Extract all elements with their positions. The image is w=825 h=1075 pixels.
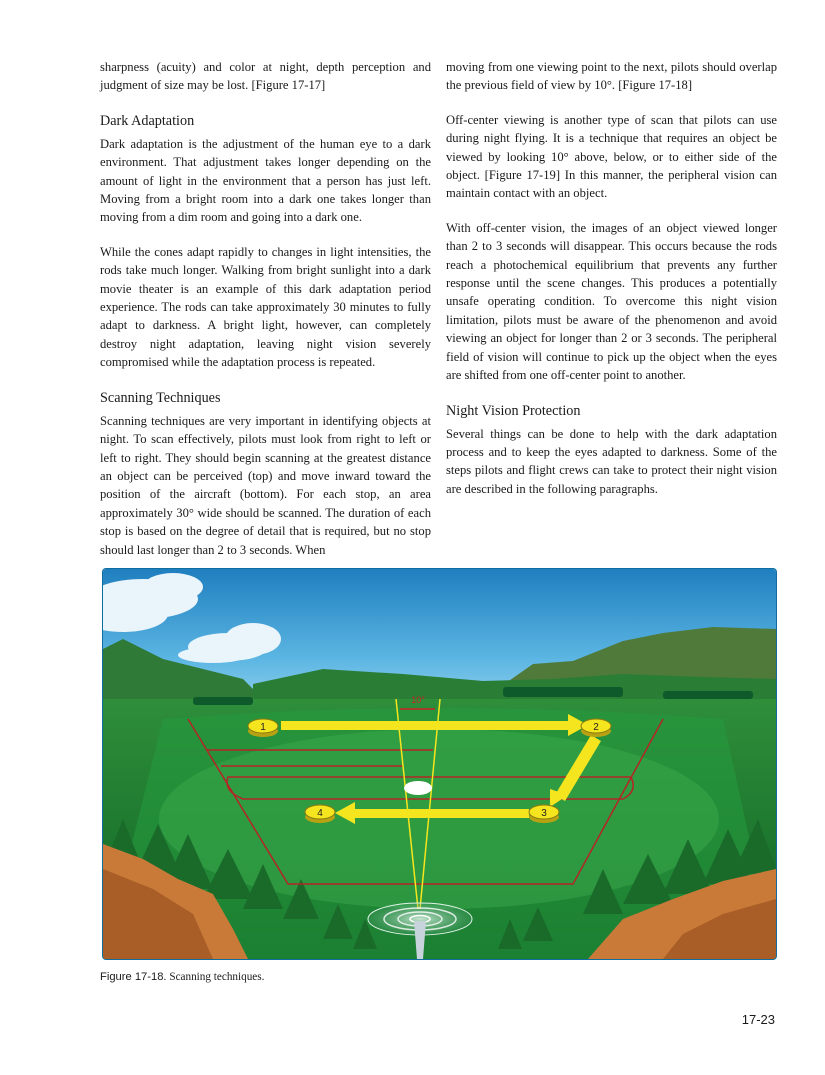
scanning-figure <box>102 568 777 960</box>
stop-label-2: 2 <box>593 722 599 733</box>
stop-label-1: 1 <box>260 722 266 733</box>
heading-dark-adaptation: Dark Adaptation <box>100 112 195 129</box>
heading-night-vision-protection: Night Vision Protection <box>446 402 581 419</box>
scanning-illustration <box>103 569 776 959</box>
stop-marker-4 <box>305 805 335 823</box>
stop-marker-3 <box>529 805 559 823</box>
caption-text: Scanning techniques. <box>169 971 265 983</box>
focal-point <box>404 781 432 795</box>
off-center-paragraph-2: With off-center vision, the images of an object viewed longer than 2 to 3 seconds will disappear. This occurs because the rods reach a photochemical equilibrium that prevents any further response until the scene changes. This produces a potentially unsafe operating condition. To overcome this night vision limitation, pilots must be aware of the phenomenon and avoid viewing an object for longer than 2 or 3 seconds. The peripheral field of vision will continue to pick up the object when the eyes are shifted from one off-center point to another. <box>446 220 777 383</box>
continued-paragraph: moving from one viewing point to the next, pilots should overlap the previous field of view by 10°. [Figure 17-18] <box>446 60 777 93</box>
dark-adaptation-paragraph-1: Dark adaptation is the adjustment of the human eye to a dark environment. That adjustment takes longer depending on the amount of light in the environment that a person has just left. Moving from a bright room into a dark one takes longer than moving from a dim room and going into a dark one. <box>100 136 431 225</box>
page-number: 17-23 <box>741 1012 775 1027</box>
figure-caption <box>100 971 264 983</box>
heading-scanning-techniques: Scanning Techniques <box>100 389 221 406</box>
stop-marker-2 <box>581 719 611 737</box>
angle-label: 10° <box>411 695 425 705</box>
stop-label-3: 3 <box>541 808 547 819</box>
stop-marker-1 <box>248 719 278 737</box>
right-column <box>446 58 777 514</box>
night-vision-paragraph: Several things can be done to help with the dark adaptation process and to keep the eyes adapted to darkness. Some of the steps pilots and flight crews can take to protect their night vision are described in the following paragraphs. <box>446 426 777 496</box>
scanning-paragraph: Scanning techniques are very important in identifying objects at night. To scan effectively, pilots must look from right to left or left to right. They should begin scanning at the greatest distance an object can be perceived (top) and move inward toward the position of the aircraft (bottom). For each stop, an area approximately 30° wide should be scanned. The duration of each stop is based on the degree of detail that is required, but no stop should last longer than 2 to 3 seconds. When <box>100 413 431 557</box>
stop-label-4: 4 <box>317 808 323 819</box>
intro-paragraph: sharpness (acuity) and color at night, depth perception and judgment of size may be lost. [Figure 17-17] <box>100 60 431 93</box>
dark-adaptation-paragraph-2: While the cones adapt rapidly to changes in light intensities, the rods take much longer. Walking from bright sunlight into a dark movie theater is an example of this dark adaptation period experience. The rods can take approximately 30 minutes to fully adapt to darkness. A bright light, however, can completely destroy night adaptation, leaving night vision severely compromised while the adaptation process is repeated. <box>100 244 431 370</box>
left-column <box>100 58 431 575</box>
off-center-paragraph-1: Off-center viewing is another type of scan that pilots can use during night flying. It is a technique that requires an object be viewed by looking 10° above, below, or to either side of the object. [Figure 17-19] In this manner, the peripheral vision can maintain contact with an object. <box>446 112 777 201</box>
caption-label: Figure 17-18. <box>100 971 167 983</box>
